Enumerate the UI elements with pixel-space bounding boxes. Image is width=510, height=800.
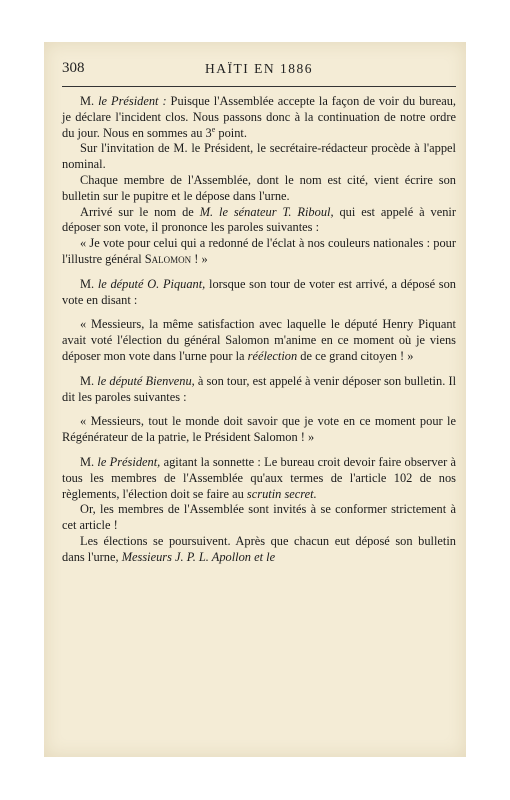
paragraph-2: Sur l'invitation de M. le Président, le secrétaire-rédacteur procède à l'appel nominal. [62, 141, 456, 172]
paragraph-3: Chaque membre de l'Assemblée, dont le nom est cité, vient écrire son bulletin sur le pupitre et le dépose dans l'urne. [62, 172, 456, 203]
page-number: 308 [62, 60, 85, 76]
body-text [62, 94, 456, 566]
paragraph-6: M. le député O. Piquant, lorsque son tour de voter est arrivé, a déposé son vote en disant : [62, 276, 456, 307]
paragraph-5: « Je vote pour celui qui a redonné de l'éclat à nos couleurs nationales : pour l'illustre général Salomon ! » [62, 236, 456, 266]
paragraph-7: « Messieurs, la même satisfaction avec laquelle le député Henry Piquant avait voté l'élection du général Salomon m'anime en ce moment où je viens déposer mon vote dans l'urne pour la réélection de ce grand citoyen ! » [62, 317, 456, 363]
paragraph-4: Arrivé sur le nom de M. le sénateur T. Riboul, qui est appelé à venir déposer son vote, il prononce les paroles suivantes : [62, 204, 456, 235]
running-title: HAÏTI EN 1886 [205, 61, 313, 76]
paragraph-10: M. le Président, agitant la sonnette : Le bureau croit devoir faire observer à tous les membres de l'Assemblée qu'aux termes de l'article 102 de nos règlements, l'élection doit se faire au scrutin secret. [62, 454, 457, 501]
paragraph-1: M. le Président : Puisque l'Assemblée accepte la façon de voir du bureau, je déclare l'incident clos. Nous passons donc à la continuation de notre ordre du jour. Nous en sommes au 3e point. [62, 94, 457, 140]
paragraph-12: Les élections se poursuivent. Après que chacun eut déposé son bulletin dans l'urne, Messieurs J. P. L. Apollon et le [62, 533, 456, 564]
paragraph-11: Or, les membres de l'Assemblée sont invités à se conformer strictement à cet article ! [62, 502, 456, 533]
header-rule [62, 86, 456, 87]
page-header [62, 60, 456, 82]
paragraph-8: M. le député Bienvenu, à son tour, est appelé à venir déposer son bulletin. Il dit les paroles suivantes : [62, 373, 457, 404]
paragraph-9: « Messieurs, tout le monde doit savoir que je vote en ce moment pour le Régénérateur de la patrie, le Président Salomon ! » [62, 414, 456, 445]
